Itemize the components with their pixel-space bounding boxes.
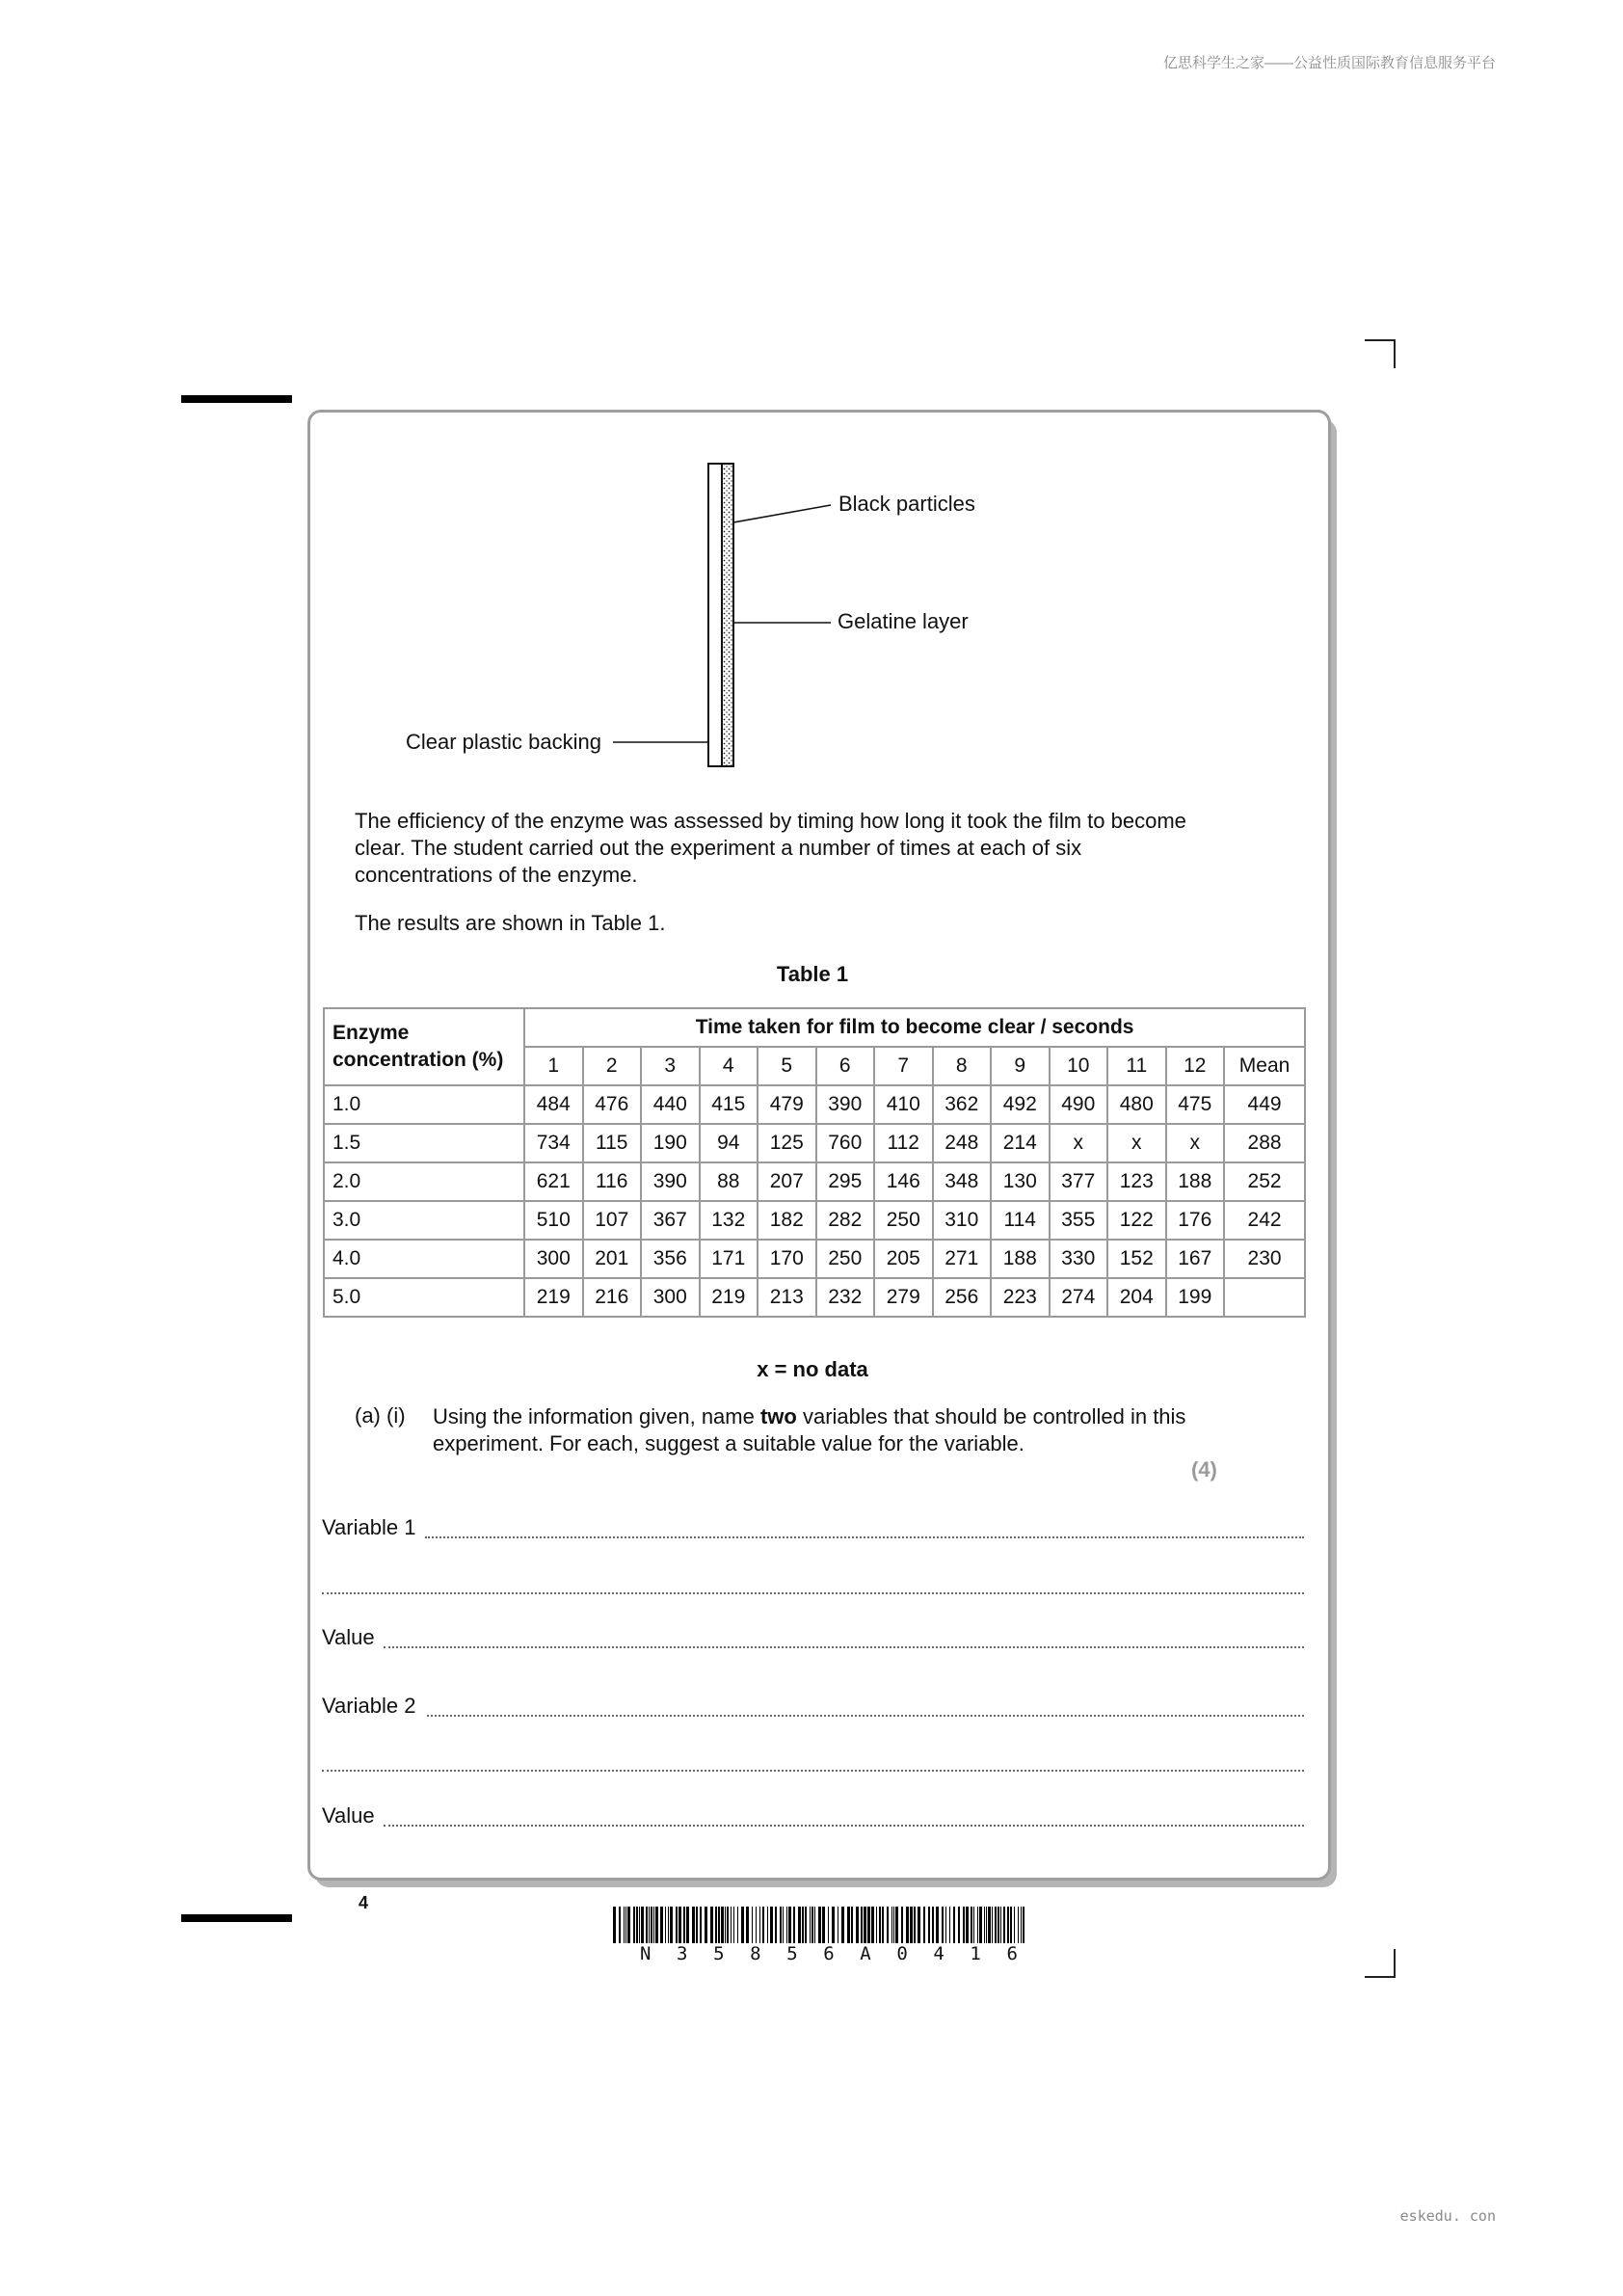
time-cell: 250 (874, 1201, 933, 1240)
time-cell: 204 (1107, 1278, 1166, 1317)
value-2-label: Value (322, 1803, 375, 1828)
time-cell: 252 (1224, 1162, 1305, 1201)
question-marks: (4) (1191, 1457, 1217, 1482)
row-header-cell (324, 1008, 524, 1085)
variable-2-answer-line[interactable] (427, 1715, 1304, 1717)
time-cell: 201 (583, 1240, 642, 1278)
time-cell: 216 (583, 1278, 642, 1317)
time-cell: 282 (816, 1201, 875, 1240)
time-cell: 510 (524, 1201, 583, 1240)
time-cell: 182 (758, 1201, 816, 1240)
time-cell: 152 (1107, 1240, 1166, 1278)
film-diagram (0, 0, 1623, 790)
time-cell: 295 (816, 1162, 875, 1201)
time-cell: x (1166, 1124, 1225, 1162)
time-cell: 130 (991, 1162, 1050, 1201)
time-cell: 492 (991, 1085, 1050, 1124)
barcode-digit: 5 (786, 1943, 798, 1964)
table-row (324, 1278, 1305, 1317)
time-cell: 310 (933, 1201, 992, 1240)
results-table (323, 1007, 1306, 1318)
crop-mark-bottom-v (1394, 1949, 1396, 1978)
time-cell: 410 (874, 1085, 933, 1124)
concentration-cell: 2.0 (324, 1162, 524, 1201)
time-cell: 219 (524, 1278, 583, 1317)
time-cell: 348 (933, 1162, 992, 1201)
column-header: 4 (700, 1047, 758, 1085)
table-row (324, 1085, 1305, 1124)
time-cell: 125 (758, 1124, 816, 1162)
time-cell: 734 (524, 1124, 583, 1162)
time-cell: 479 (758, 1085, 816, 1124)
barcode-digit: 0 (896, 1943, 908, 1964)
time-cell: 484 (524, 1085, 583, 1124)
time-cell: 207 (758, 1162, 816, 1201)
label-clear-plastic-backing: Clear plastic backing (406, 730, 601, 754)
value-2-answer-line[interactable] (384, 1825, 1304, 1827)
time-cell: 475 (1166, 1085, 1225, 1124)
question-text (433, 1403, 1204, 1457)
time-cell: 199 (1166, 1278, 1225, 1317)
table-row (324, 1124, 1305, 1162)
row-header-line1: Enzyme (333, 1022, 410, 1044)
time-cell: 94 (700, 1124, 758, 1162)
time-cell: 377 (1050, 1162, 1108, 1201)
barcode-digit: 8 (750, 1943, 761, 1964)
column-header: 1 (524, 1047, 583, 1085)
time-cell: 362 (933, 1085, 992, 1124)
time-cell: 230 (1224, 1240, 1305, 1278)
time-cell: 449 (1224, 1085, 1305, 1124)
time-cell: 223 (991, 1278, 1050, 1317)
concentration-cell: 3.0 (324, 1201, 524, 1240)
time-cell: 171 (700, 1240, 758, 1278)
time-cell: 190 (641, 1124, 700, 1162)
barcode-digit: 6 (1006, 1943, 1018, 1964)
variable-2-answer-line-2[interactable] (322, 1770, 1304, 1772)
time-cell: 480 (1107, 1085, 1166, 1124)
table-row (324, 1240, 1305, 1278)
time-cell: 232 (816, 1278, 875, 1317)
concentration-cell: 1.5 (324, 1124, 524, 1162)
time-header: Time taken for film to become clear / seconds (524, 1008, 1305, 1047)
time-cell: 300 (524, 1240, 583, 1278)
column-header: 2 (583, 1047, 642, 1085)
time-cell: 132 (700, 1201, 758, 1240)
column-header: Mean (1224, 1047, 1305, 1085)
margin-bar-bottom (181, 1914, 292, 1922)
time-cell: 188 (991, 1240, 1050, 1278)
barcode-digit: N (640, 1943, 652, 1964)
variable-1-answer-line[interactable] (425, 1536, 1304, 1538)
barcode-digit: 4 (933, 1943, 945, 1964)
time-cell: 214 (991, 1124, 1050, 1162)
time-cell: 88 (700, 1162, 758, 1201)
time-cell (1224, 1278, 1305, 1317)
page-number: 4 (359, 1893, 369, 1912)
time-cell: 356 (641, 1240, 700, 1278)
variable-1-answer-line-2[interactable] (322, 1592, 1304, 1594)
question-text-before: Using the information given, name (433, 1404, 760, 1428)
time-cell: 390 (816, 1085, 875, 1124)
barcode-digit: 6 (823, 1943, 835, 1964)
barcode-digit: 3 (677, 1943, 688, 1964)
time-cell: x (1107, 1124, 1166, 1162)
time-cell: 250 (816, 1240, 875, 1278)
time-cell: 167 (1166, 1240, 1225, 1278)
value-1-label: Value (322, 1625, 375, 1649)
time-cell: 760 (816, 1124, 875, 1162)
time-cell: 330 (1050, 1240, 1108, 1278)
column-header: 9 (991, 1047, 1050, 1085)
time-cell: 476 (583, 1085, 642, 1124)
time-cell: 213 (758, 1278, 816, 1317)
time-cell: 300 (641, 1278, 700, 1317)
plastic-backing-strip (708, 464, 722, 766)
time-cell: 107 (583, 1201, 642, 1240)
time-cell: 115 (583, 1124, 642, 1162)
column-header: 5 (758, 1047, 816, 1085)
table-header-row-1 (324, 1008, 1305, 1047)
barcode-digit: 1 (970, 1943, 981, 1964)
column-header: 7 (874, 1047, 933, 1085)
time-cell: 271 (933, 1240, 992, 1278)
time-cell: 219 (700, 1278, 758, 1317)
time-cell: 490 (1050, 1085, 1108, 1124)
black-particles-leader (733, 505, 831, 522)
time-cell: 390 (641, 1162, 700, 1201)
time-cell: 274 (1050, 1278, 1108, 1317)
column-header: 8 (933, 1047, 992, 1085)
time-cell: 256 (933, 1278, 992, 1317)
table-row (324, 1162, 1305, 1201)
column-header: 11 (1107, 1047, 1166, 1085)
time-cell: 170 (758, 1240, 816, 1278)
time-cell: 116 (583, 1162, 642, 1201)
barcode (609, 1907, 1033, 1945)
time-cell: 367 (641, 1201, 700, 1240)
question-text-after: variables that should be controlled in this experiment. For each, suggest a suitable value for the variable. (433, 1404, 1186, 1455)
table-row (324, 1201, 1305, 1240)
variable-2-label: Variable 2 (322, 1694, 416, 1718)
table-title: Table 1 (776, 962, 849, 986)
time-cell: 146 (874, 1162, 933, 1201)
paragraph-results: The results are shown in Table 1. (355, 911, 666, 935)
time-cell: 288 (1224, 1124, 1305, 1162)
time-cell: 242 (1224, 1201, 1305, 1240)
row-header-line2: concentration (%) (333, 1049, 504, 1071)
paragraph-efficiency: The efficiency of the enzyme was assessed by timing how long it took the film to become clear. The student carried out the experiment a number of times at each of six concentrations of the enzyme. (355, 809, 1186, 887)
time-cell: 415 (700, 1085, 758, 1124)
question-text-bold: two (759, 1404, 797, 1428)
crop-mark-bottom-h (1365, 1976, 1394, 1978)
label-gelatine-layer: Gelatine layer (838, 609, 969, 633)
gelatine-layer-strip (722, 464, 733, 766)
concentration-cell: 5.0 (324, 1278, 524, 1317)
label-black-particles: Black particles (838, 492, 975, 516)
time-cell: 205 (874, 1240, 933, 1278)
time-cell: 279 (874, 1278, 933, 1317)
header-site-text: 亿思科学生之家——公益性质国际教育信息服务平台 (1162, 55, 1496, 71)
time-cell: 176 (1166, 1201, 1225, 1240)
barcode-digit: 5 (713, 1943, 725, 1964)
column-header: 12 (1166, 1047, 1225, 1085)
footer-site-text: eskedu. con (1399, 2207, 1496, 2225)
time-cell: 112 (874, 1124, 933, 1162)
time-cell: 123 (1107, 1162, 1166, 1201)
column-header: 10 (1050, 1047, 1108, 1085)
variable-1-label: Variable 1 (322, 1515, 416, 1539)
table-note: x = no data (757, 1357, 868, 1381)
time-cell: 188 (1166, 1162, 1225, 1201)
value-1-answer-line[interactable] (384, 1646, 1304, 1648)
question-label: (a) (i) (355, 1403, 406, 1428)
barcode-digit: A (860, 1943, 871, 1964)
concentration-cell: 4.0 (324, 1240, 524, 1278)
time-cell: 621 (524, 1162, 583, 1201)
concentration-cell: 1.0 (324, 1085, 524, 1124)
time-cell: 355 (1050, 1201, 1108, 1240)
time-cell: 248 (933, 1124, 992, 1162)
column-header: 3 (641, 1047, 700, 1085)
time-cell: 440 (641, 1085, 700, 1124)
time-cell: x (1050, 1124, 1108, 1162)
time-cell: 122 (1107, 1201, 1166, 1240)
barcode-digits (640, 1943, 1018, 1964)
time-cell: 114 (991, 1201, 1050, 1240)
column-header: 6 (816, 1047, 875, 1085)
